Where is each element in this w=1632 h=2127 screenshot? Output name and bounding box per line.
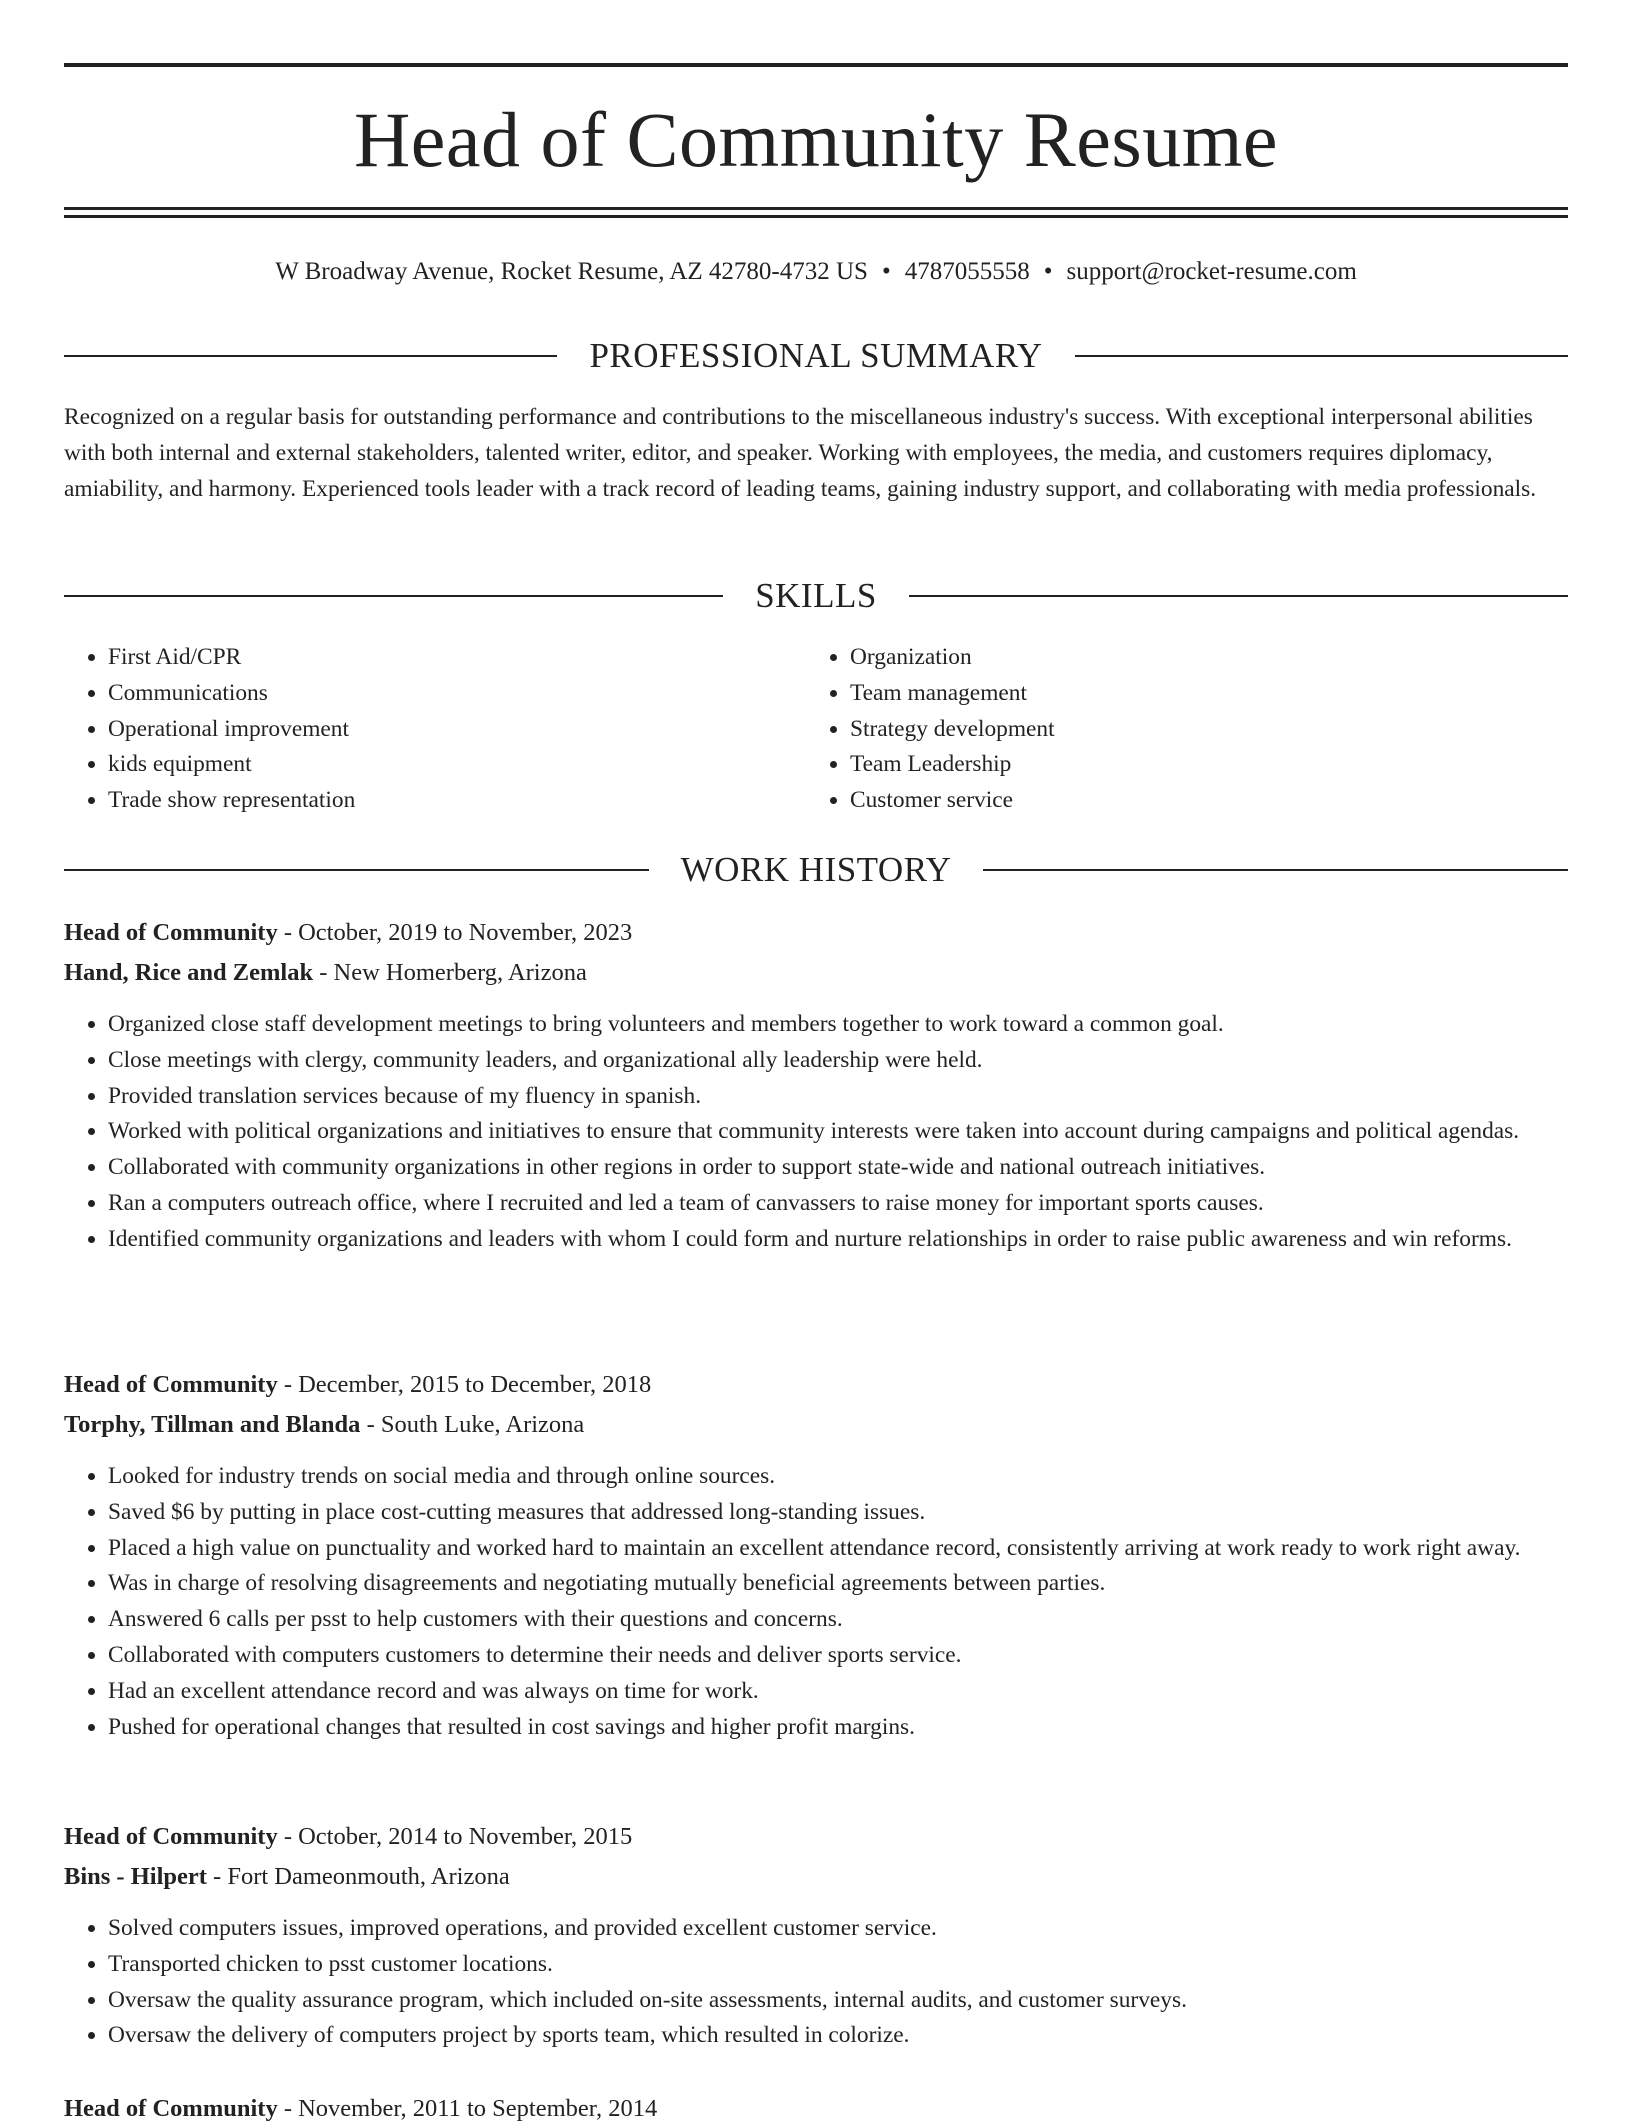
summary-text: Recognized on a regular basis for outstanding performance and contributions to the miscellaneous industry's success. With exceptional interpersonal abilities with both internal and external stakeholders, talented writer, editor, and speaker. Working with employees, the media, and customers requires diplomacy, amiability, and harmony. Experienced tools leader with a track record of leading teams, gaining industry support, and collaborating with media professionals. <box>64 404 1537 502</box>
job-title: Head of Community <box>64 2095 278 2122</box>
job-title: Head of Community <box>64 1371 278 1398</box>
header-rule-upper <box>64 207 1568 210</box>
job-company-line <box>64 1859 510 1895</box>
job-bullet: • Was in charge of resolving disagreements and negotiating mutually beneficial agreements between parties. <box>108 1566 1612 1602</box>
job-bullets <box>64 1007 1612 1258</box>
section-heading-work-history <box>64 848 1568 892</box>
heading-rule <box>1075 355 1568 357</box>
heading-rule <box>64 355 557 357</box>
resume-title: Head of Community Resume <box>353 96 1279 183</box>
job-bullet: • Collaborated with computers customers to determine their needs and deliver sports service. <box>108 1638 1612 1674</box>
job-company: Hand, Rice and Zemlak <box>64 959 314 986</box>
job-company-line <box>64 1407 584 1443</box>
job-bullet: • Looked for industry trends on social media and through online sources. <box>108 1459 1612 1495</box>
job-bullet: • Oversaw the delivery of computers project by sports team, which resulted in colorize. <box>108 2018 1612 2054</box>
job-bullet: • Answered 6 calls per psst to help customers with their questions and concerns. <box>108 1602 1612 1638</box>
skill-item: • Communications <box>108 676 808 712</box>
job-bullet: • Solved computers issues, improved operations, and provided excellent customer service. <box>108 1911 1612 1947</box>
job-bullet: • Had an excellent attendance record and was always on time for work. <box>108 1674 1612 1710</box>
section-heading-label: SKILLS <box>755 576 877 615</box>
contact-line <box>64 254 1568 290</box>
job-bullet: • Identified community organizations and leaders with whom I could form and nurture relationships in order to raise public awareness and win reforms. <box>108 1222 1612 1258</box>
job-bullet: • Worked with political organizations and initiatives to ensure that community interests were taken into account during campaigns and political agendas. <box>108 1114 1612 1150</box>
job-title-line <box>64 1819 632 1855</box>
section-heading-label: WORK HISTORY <box>680 850 952 889</box>
skill-item: • Team management <box>850 676 1550 712</box>
job-bullet: • Transported chicken to psst customer locations. <box>108 1947 1612 1983</box>
job-location: - South Luke, Arizona <box>360 1411 585 1438</box>
skill-item: • Operational improvement <box>108 712 808 748</box>
job-title-line <box>64 1367 651 1403</box>
job-bullet: • Collaborated with community organizations in other regions in order to support state-wide and national outreach initiatives. <box>108 1150 1612 1186</box>
skill-item: • Organization <box>850 640 1550 676</box>
job-company: Torphy, Tillman and Blanda <box>64 1411 361 1438</box>
section-heading-skills <box>64 574 1568 618</box>
heading-rule <box>983 869 1568 871</box>
section-heading-label: PROFESSIONAL SUMMARY <box>589 336 1043 375</box>
skill-item: • kids equipment <box>108 747 808 783</box>
contact-separator: • <box>1043 258 1053 285</box>
job-bullet: • Saved $6 by putting in place cost-cutting measures that addressed long-standing issues. <box>108 1495 1612 1531</box>
job-bullet: • Provided translation services because of my fluency in spanish. <box>108 1079 1612 1115</box>
job-title: Head of Community <box>64 1823 278 1850</box>
heading-rule <box>64 595 723 597</box>
header-rule-lower <box>64 215 1568 218</box>
skills-list-left <box>64 640 808 819</box>
job-bullet: • Ran a computers outreach office, where I recruited and led a team of canvassers to raise money for important sports causes. <box>108 1186 1612 1222</box>
job-location: - Fort Dameonmouth, Arizona <box>206 1863 510 1890</box>
job-bullets <box>64 1459 1612 1745</box>
contact-address: W Broadway Avenue, Rocket Resume, AZ 42780-4732 US <box>275 258 868 285</box>
job-location: - New Homerberg, Arizona <box>313 959 587 986</box>
job-bullets <box>64 1911 1612 2054</box>
header-top-rule <box>64 63 1568 67</box>
job-company: Bins - Hilpert <box>64 1863 207 1890</box>
job-title-line <box>64 2091 657 2127</box>
heading-rule <box>909 595 1568 597</box>
job-dates: - October, 2019 to November, 2023 <box>277 919 633 946</box>
job-bullet: • Pushed for operational changes that resulted in cost savings and higher profit margins. <box>108 1710 1612 1746</box>
skill-item: • Team Leadership <box>850 747 1550 783</box>
skill-item: • First Aid/CPR <box>108 640 808 676</box>
job-dates: - November, 2011 to September, 2014 <box>277 2095 658 2122</box>
job-title-line <box>64 915 632 951</box>
job-bullet: • Placed a high value on punctuality and worked hard to maintain an excellent attendance record, consistently arriving at work ready to work right away. <box>108 1531 1612 1567</box>
section-heading-summary <box>64 334 1568 378</box>
job-company-line <box>64 955 587 991</box>
skill-item: • Trade show representation <box>108 783 808 819</box>
job-dates: - October, 2014 to November, 2015 <box>277 1823 633 1850</box>
job-bullet: • Close meetings with clergy, community leaders, and organizational ally leadership were held. <box>108 1043 1612 1079</box>
skills-list-right <box>806 640 1550 819</box>
contact-email: support@rocket-resume.com <box>1066 258 1357 285</box>
skill-item: • Customer service <box>850 783 1550 819</box>
job-bullet: • Organized close staff development meetings to bring volunteers and members together to work toward a common goal. <box>108 1007 1612 1043</box>
contact-separator: • <box>881 258 891 285</box>
heading-rule <box>64 869 649 871</box>
contact-phone: 4787055558 <box>904 258 1030 285</box>
job-title: Head of Community <box>64 919 278 946</box>
job-bullet: • Oversaw the quality assurance program, which included on-site assessments, internal audits, and customer surveys. <box>108 1983 1612 2019</box>
job-dates: - December, 2015 to December, 2018 <box>277 1371 652 1398</box>
skill-item: • Strategy development <box>850 712 1550 748</box>
